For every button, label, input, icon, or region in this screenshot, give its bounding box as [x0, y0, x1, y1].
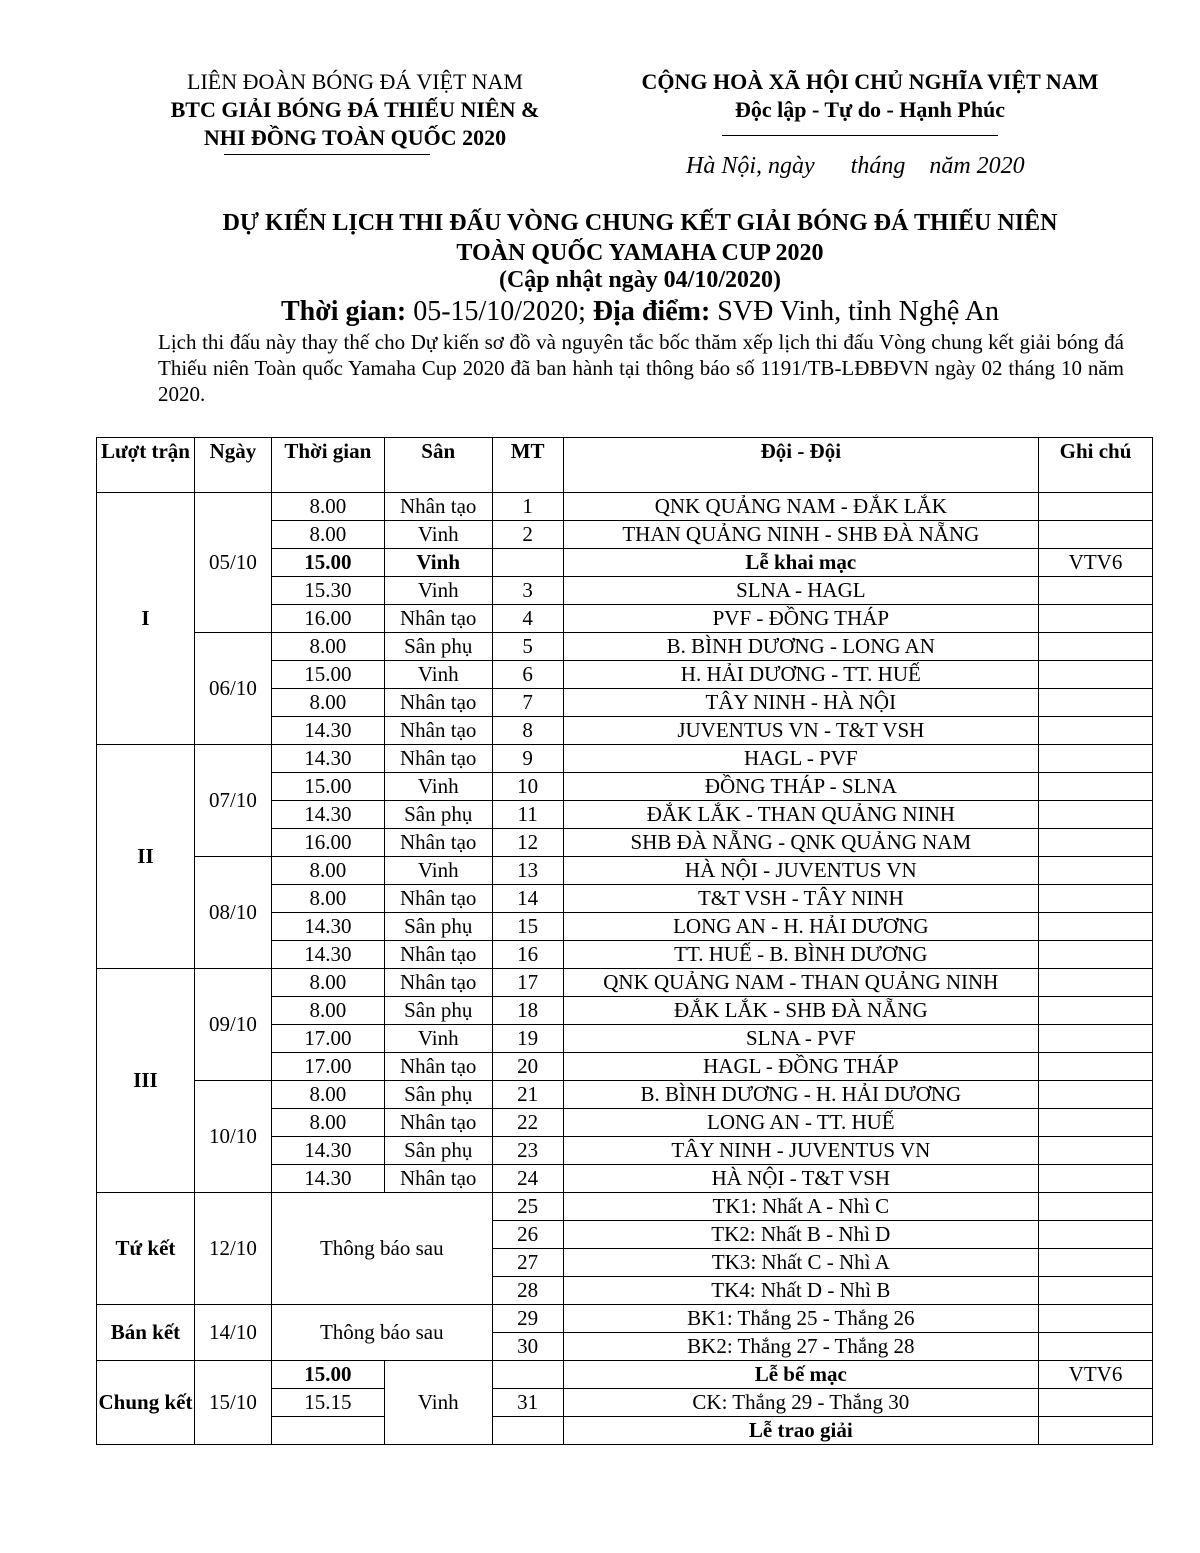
header-time: Thời gian	[271, 438, 384, 493]
match-number: 19	[492, 1025, 563, 1053]
round-label: II	[97, 745, 195, 969]
match-teams: LONG AN - TT. HUẾ	[563, 1109, 1038, 1137]
match-teams: B. BÌNH DƯƠNG - LONG AN	[563, 633, 1038, 661]
match-date: 08/10	[194, 857, 271, 969]
organizing-committee: BTC GIẢI BÓNG ĐÁ THIẾU NIÊN &	[170, 97, 540, 122]
header-note: Ghi chú	[1039, 438, 1153, 493]
match-teams: QNK QUẢNG NAM - ĐẮK LẮK	[563, 493, 1038, 521]
match-note: VTV6	[1039, 1361, 1153, 1389]
match-time: 15.00	[271, 1361, 384, 1389]
header-right-underline	[722, 135, 998, 136]
header-left	[130, 68, 580, 152]
match-teams: T&T VSH - TÂY NINH	[563, 885, 1038, 913]
match-number: 17	[492, 969, 563, 997]
match-teams: BK1: Thắng 25 - Thắng 26	[563, 1305, 1038, 1333]
match-number: 8	[492, 717, 563, 745]
match-note	[1039, 1417, 1153, 1445]
country-name: CỘNG HOÀ XÃ HỘI CHỦ NGHĨA VIỆT NAM	[641, 69, 1099, 94]
match-venue: Vinh	[384, 577, 492, 605]
match-note	[1039, 1137, 1153, 1165]
match-venue: Nhân tạo	[384, 493, 492, 521]
time-value: 05-15/10/2020;	[406, 296, 593, 327]
schedule-table	[96, 437, 1153, 1445]
match-teams: TK2: Nhất B - Nhì D	[563, 1221, 1038, 1249]
replacement-note: Lịch thi đấu này thay thế cho Dự kiến sơ đồ và nguyên tắc bốc thăm xếp lịch thi đấu Vòng chung kết giải bóng đá Thiếu niên Toàn quốc Yamaha Cup 2020 đã ban hành tại thông báo số 1191/TB-LĐBĐVN ngày 02 tháng 10 năm 2020.	[158, 330, 1124, 406]
match-teams: Lễ khai mạc	[563, 549, 1038, 577]
match-teams: Lễ trao giải	[563, 1417, 1038, 1445]
match-time: 17.00	[271, 1053, 384, 1081]
match-note	[1039, 1081, 1153, 1109]
match-number: 13	[492, 857, 563, 885]
match-date: 06/10	[194, 633, 271, 745]
match-time: 8.00	[271, 493, 384, 521]
match-note	[1039, 605, 1153, 633]
time-and-place	[100, 296, 1180, 328]
match-note	[1039, 773, 1153, 801]
match-number: 6	[492, 661, 563, 689]
match-note	[1039, 1165, 1153, 1193]
match-teams: TK1: Nhất A - Nhì C	[563, 1193, 1038, 1221]
match-date: 07/10	[194, 745, 271, 857]
match-teams: HAGL - PVF	[563, 745, 1038, 773]
match-note	[1039, 1221, 1153, 1249]
match-note	[1039, 521, 1153, 549]
match-number: 18	[492, 997, 563, 1025]
match-date: 09/10	[194, 969, 271, 1081]
match-note	[1039, 1305, 1153, 1333]
match-number: 27	[492, 1249, 563, 1277]
match-number: 1	[492, 493, 563, 521]
header-teams: Đội - Đội	[563, 438, 1038, 493]
update-date: (Cập nhật ngày 04/10/2020)	[498, 267, 782, 293]
match-venue: Sân phụ	[384, 913, 492, 941]
match-time	[271, 1417, 384, 1445]
match-teams: HÀ NỘI - T&T VSH	[563, 1165, 1038, 1193]
match-note	[1039, 493, 1153, 521]
match-teams: TÂY NINH - JUVENTUS VN	[563, 1137, 1038, 1165]
match-note	[1039, 857, 1153, 885]
header-round: Lượt trận	[97, 438, 195, 493]
match-number: 20	[492, 1053, 563, 1081]
match-note	[1039, 1249, 1153, 1277]
match-time: 14.30	[271, 941, 384, 969]
match-teams: H. HẢI DƯƠNG - TT. HUẾ	[563, 661, 1038, 689]
match-time: 14.30	[271, 801, 384, 829]
match-time: 16.00	[271, 829, 384, 857]
motto: Độc lập - Tự do - Hạnh Phúc	[734, 97, 1006, 122]
match-time: 8.00	[271, 1081, 384, 1109]
match-number: 9	[492, 745, 563, 773]
match-number: 10	[492, 773, 563, 801]
table-row	[97, 633, 1153, 661]
document-date: Hà Nội, ngày tháng năm 2020	[686, 153, 1025, 179]
match-note	[1039, 1277, 1153, 1305]
match-venue: Vinh	[384, 857, 492, 885]
match-venue: Nhân tạo	[384, 1165, 492, 1193]
match-venue: Sân phụ	[384, 1081, 492, 1109]
match-number: 14	[492, 885, 563, 913]
federation-name: LIÊN ĐOÀN BÓNG ĐÁ VIỆT NAM	[187, 69, 523, 94]
match-note	[1039, 577, 1153, 605]
match-number: 5	[492, 633, 563, 661]
match-teams: TK3: Nhất C - Nhì A	[563, 1249, 1038, 1277]
match-time: 8.00	[271, 633, 384, 661]
match-teams: ĐỒNG THÁP - SLNA	[563, 773, 1038, 801]
match-venue: Nhân tạo	[384, 717, 492, 745]
match-teams: SHB ĐÀ NẴNG - QNK QUẢNG NAM	[563, 829, 1038, 857]
match-note	[1039, 1109, 1153, 1137]
match-number: 23	[492, 1137, 563, 1165]
match-time: 8.00	[271, 689, 384, 717]
semifinal-label: Bán kết	[97, 1305, 195, 1361]
match-teams: BK2: Thắng 27 - Thắng 28	[563, 1333, 1038, 1361]
match-teams: SLNA - HAGL	[563, 577, 1038, 605]
match-teams: TK4: Nhất D - Nhì B	[563, 1277, 1038, 1305]
match-date: 05/10	[194, 493, 271, 633]
match-teams: TÂY NINH - HÀ NỘI	[563, 689, 1038, 717]
match-number: 29	[492, 1305, 563, 1333]
match-venue: Sân phụ	[384, 1137, 492, 1165]
match-note	[1039, 689, 1153, 717]
match-venue: Nhân tạo	[384, 605, 492, 633]
match-number: 2	[492, 521, 563, 549]
match-teams: Lễ bế mạc	[563, 1361, 1038, 1389]
match-time: 8.00	[271, 857, 384, 885]
match-time: 14.30	[271, 717, 384, 745]
match-note	[1039, 801, 1153, 829]
match-number: 21	[492, 1081, 563, 1109]
table-row	[97, 969, 1153, 997]
match-teams: THAN QUẢNG NINH - SHB ĐÀ NẴNG	[563, 521, 1038, 549]
header-venue: Sân	[384, 438, 492, 493]
match-teams: ĐẮK LẮK - THAN QUẢNG NINH	[563, 801, 1038, 829]
table-row	[97, 857, 1153, 885]
match-number: 24	[492, 1165, 563, 1193]
match-note	[1039, 969, 1153, 997]
match-time: 14.30	[271, 913, 384, 941]
header-date: Ngày	[194, 438, 271, 493]
match-number: 11	[492, 801, 563, 829]
match-venue: Nhân tạo	[384, 745, 492, 773]
match-venue: Nhân tạo	[384, 689, 492, 717]
match-venue: Vinh	[384, 773, 492, 801]
match-teams: HAGL - ĐỒNG THÁP	[563, 1053, 1038, 1081]
match-time: 15.15	[271, 1389, 384, 1417]
match-teams: JUVENTUS VN - T&T VSH	[563, 717, 1038, 745]
table-row	[97, 1193, 1153, 1221]
match-note	[1039, 913, 1153, 941]
match-venue: Sân phụ	[384, 633, 492, 661]
document-title	[100, 208, 1180, 268]
match-venue: Vinh	[384, 1025, 492, 1053]
match-time: 14.30	[271, 1137, 384, 1165]
match-note	[1039, 885, 1153, 913]
match-time: 8.00	[271, 969, 384, 997]
match-teams: HÀ NỘI - JUVENTUS VN	[563, 857, 1038, 885]
match-number: 22	[492, 1109, 563, 1137]
match-note	[1039, 1389, 1153, 1417]
table-row	[97, 1361, 1153, 1389]
quarterfinal-date: 12/10	[194, 1193, 271, 1305]
semifinal-time-note: Thông báo sau	[271, 1305, 492, 1361]
match-time: 15.30	[271, 577, 384, 605]
place-label: Địa điểm:	[592, 296, 711, 327]
match-time: 16.00	[271, 605, 384, 633]
match-time: 8.00	[271, 1109, 384, 1137]
match-venue: Vinh	[384, 549, 492, 577]
match-time: 8.00	[271, 521, 384, 549]
match-teams: PVF - ĐỒNG THÁP	[563, 605, 1038, 633]
table-row	[97, 493, 1153, 521]
final-label: Chung kết	[97, 1361, 195, 1445]
match-number: 4	[492, 605, 563, 633]
match-number: 12	[492, 829, 563, 857]
match-number: 16	[492, 941, 563, 969]
match-time: 8.00	[271, 885, 384, 913]
match-time: 15.00	[271, 773, 384, 801]
match-teams: QNK QUẢNG NAM - THAN QUẢNG NINH	[563, 969, 1038, 997]
match-note	[1039, 661, 1153, 689]
match-teams: ĐẮK LẮK - SHB ĐÀ NẴNG	[563, 997, 1038, 1025]
match-time: 8.00	[271, 997, 384, 1025]
match-number	[492, 1417, 563, 1445]
match-venue: Nhân tạo	[384, 941, 492, 969]
match-time: 17.00	[271, 1025, 384, 1053]
time-label: Thời gian:	[280, 296, 407, 327]
match-note	[1039, 633, 1153, 661]
match-note	[1039, 1025, 1153, 1053]
title-line-1: DỰ KIẾN LỊCH THI ĐẤU VÒNG CHUNG KẾT GIẢI BÓNG ĐÁ THIẾU NIÊN	[222, 210, 1058, 236]
match-venue: Nhân tạo	[384, 1109, 492, 1137]
match-teams: LONG AN - H. HẢI DƯƠNG	[563, 913, 1038, 941]
match-date: 10/10	[194, 1081, 271, 1193]
place-value: SVĐ Vinh, tỉnh Nghệ An	[710, 296, 1000, 327]
match-time: 15.00	[271, 661, 384, 689]
match-teams: TT. HUẾ - B. BÌNH DƯƠNG	[563, 941, 1038, 969]
match-venue: Vinh	[384, 521, 492, 549]
match-venue: Sân phụ	[384, 801, 492, 829]
match-number: 26	[492, 1221, 563, 1249]
match-note	[1039, 829, 1153, 857]
match-teams: SLNA - PVF	[563, 1025, 1038, 1053]
header-match-number: MT	[492, 438, 563, 493]
table-header-row	[97, 438, 1153, 493]
match-number	[492, 549, 563, 577]
match-note	[1039, 997, 1153, 1025]
match-number: 7	[492, 689, 563, 717]
tournament-name: NHI ĐỒNG TOÀN QUỐC 2020	[203, 125, 507, 150]
match-note	[1039, 941, 1153, 969]
match-venue: Nhân tạo	[384, 829, 492, 857]
match-note	[1039, 1193, 1153, 1221]
header-left-underline	[224, 154, 430, 155]
match-number: 30	[492, 1333, 563, 1361]
round-label: III	[97, 969, 195, 1193]
table-row	[97, 1305, 1153, 1333]
match-time: 14.30	[271, 1165, 384, 1193]
match-teams: B. BÌNH DƯƠNG - H. HẢI DƯƠNG	[563, 1081, 1038, 1109]
match-venue: Nhân tạo	[384, 885, 492, 913]
match-teams: CK: Thắng 29 - Thắng 30	[563, 1389, 1038, 1417]
match-number: 25	[492, 1193, 563, 1221]
match-venue: Sân phụ	[384, 997, 492, 1025]
match-time: 15.00	[271, 549, 384, 577]
match-number: 15	[492, 913, 563, 941]
table-row	[97, 1081, 1153, 1109]
semifinal-date: 14/10	[194, 1305, 271, 1361]
match-note: VTV6	[1039, 549, 1153, 577]
match-venue: Nhân tạo	[384, 969, 492, 997]
match-number: 31	[492, 1389, 563, 1417]
match-note	[1039, 745, 1153, 773]
match-note	[1039, 1053, 1153, 1081]
match-venue: Vinh	[384, 661, 492, 689]
match-note	[1039, 1333, 1153, 1361]
match-time: 14.30	[271, 745, 384, 773]
quarterfinal-time-note: Thông báo sau	[271, 1193, 492, 1305]
match-number: 3	[492, 577, 563, 605]
final-date: 15/10	[194, 1361, 271, 1445]
final-venue: Vinh	[384, 1361, 492, 1445]
title-line-2: TOÀN QUỐC YAMAHA CUP 2020	[456, 240, 824, 266]
round-label: I	[97, 493, 195, 745]
table-row	[97, 745, 1153, 773]
quarterfinal-label: Tứ kết	[97, 1193, 195, 1305]
match-note	[1039, 717, 1153, 745]
header-right	[600, 68, 1140, 124]
match-number	[492, 1361, 563, 1389]
match-number: 28	[492, 1277, 563, 1305]
match-venue: Nhân tạo	[384, 1053, 492, 1081]
